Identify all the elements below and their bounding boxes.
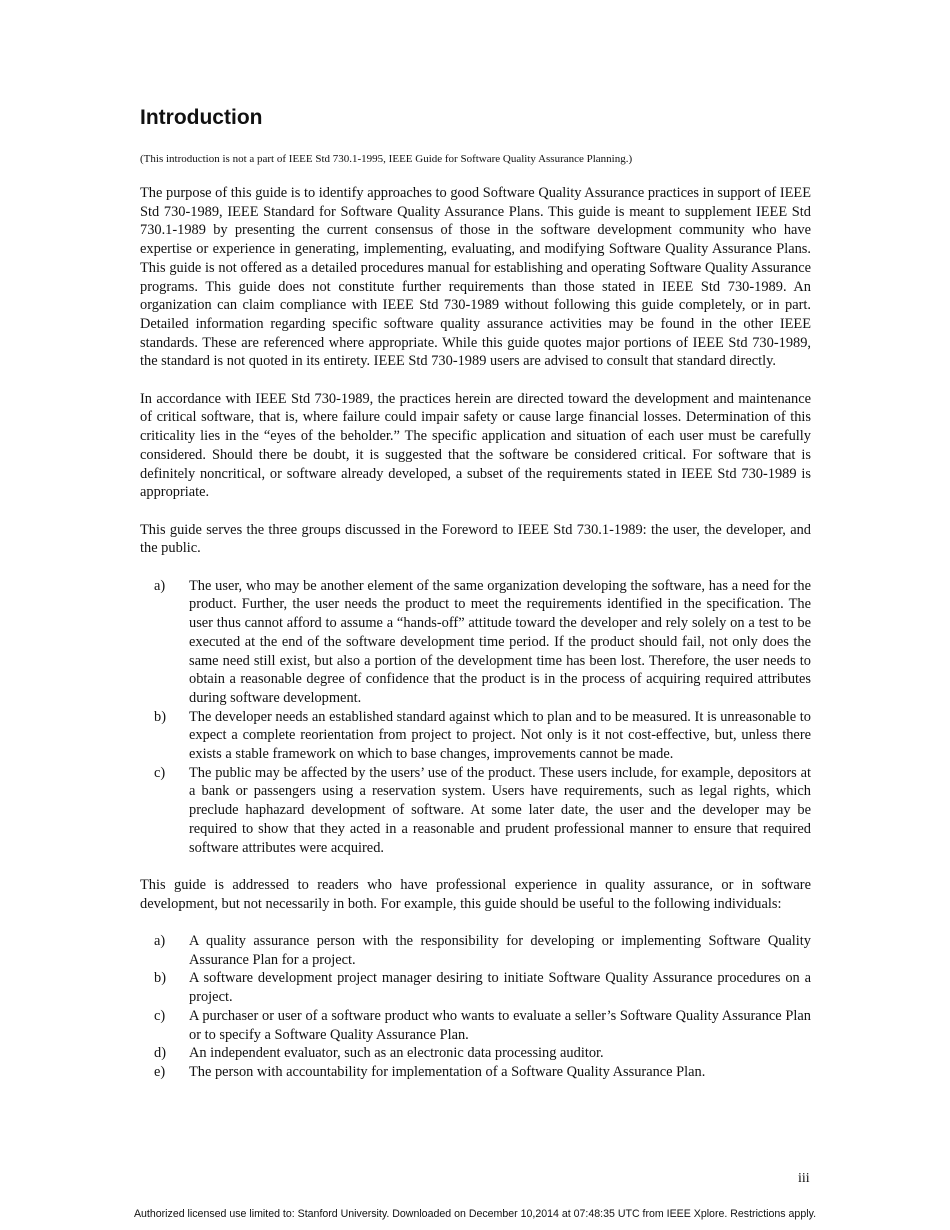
list-marker: b) <box>154 970 166 987</box>
list-marker: a) <box>154 577 166 594</box>
list-item <box>140 577 811 708</box>
list-item <box>140 764 811 858</box>
list-item-text: The public may be affected by the users’ use of the product. These users include, for example, depositors at a bank or passengers using a reservation system. Users have requirements, such as legal rights, which preclude haphazard development of software. At some later date, the user and the developer may be required to show that they acted in a reasonable and prudent professional manner to ensure that required software attributes were acquired. <box>189 764 811 856</box>
list-item-text: A quality assurance person with the responsibility for developing or implementing Software Quality Assurance Plan for a project. <box>189 933 811 968</box>
list-item <box>140 708 811 764</box>
list-item-text: An independent evaluator, such as an electronic data processing auditor. <box>189 1045 604 1062</box>
list-marker: a) <box>154 933 166 950</box>
page-title: Introduction <box>140 106 263 129</box>
page-number: iii <box>798 1171 810 1186</box>
groups-list <box>140 577 811 858</box>
list-item-text: The developer needs an established standard against which to plan and to be measured. It is unreasonable to expect a complete reorientation from project to project. Not only is it not cost-effective, but, unless there exists a stable framework on which to base changes, improvements cannot be made. <box>189 708 811 763</box>
list-marker: c) <box>154 1007 166 1024</box>
body-text <box>140 184 811 1100</box>
list-item-text: The user, who may be another element of the same organization developing the software, has a need for the product. Further, the user needs the product to meet the requirements identified in the specification. The user thus cannot afford to assume a “hands-off” attitude toward the developer and rely solely on a test to be executed at the end of the software development time period. If the product should fail, not only does the same need still exist, but also a portion of the development time has been lost. Therefore, the user needs to obtain a reasonable degree of confidence that the product is in the process of acquiring required attributes during software development. <box>189 577 811 706</box>
list-marker: d) <box>154 1045 166 1062</box>
list-marker: c) <box>154 764 166 781</box>
list-marker: e) <box>154 1063 166 1080</box>
readers-list <box>140 932 811 1082</box>
introduction-note: (This introduction is not a part of IEEE Std 730.1-1995, IEEE Guide for Software Quality Assurance Planning.) <box>140 153 633 165</box>
list-item <box>140 932 811 969</box>
list-item <box>140 1007 811 1044</box>
list-item-text: The person with accountability for implementation of a Software Quality Assurance Plan. <box>189 1063 706 1080</box>
list-item <box>140 1063 811 1082</box>
paragraph-criticality: In accordance with IEEE Std 730-1989, the practices herein are directed toward the development and maintenance of critical software, that is, where failure could impair safety or cause large financial losses. Determination of this criticality lies in the “eyes of the beholder.” The specific application and situation of each user must be carefully considered. Should there be doubt, it is suggested that the software be considered critical. For software that is definitely noncritical, or software already developed, a subset of the requirements stated in IEEE Std 730-1989 is appropriate. <box>140 390 811 501</box>
list-marker: b) <box>154 708 166 725</box>
list-item-text: A software development project manager desiring to initiate Software Quality Assurance procedures on a project. <box>189 970 811 1006</box>
list-item-text: A purchaser or user of a software product who wants to evaluate a seller’s Software Quality Assurance Plan or to specify a Software Quality Assurance Plan. <box>189 1007 811 1043</box>
list-item <box>140 969 811 1006</box>
list-item <box>140 1044 811 1063</box>
paragraph-groups-intro: This guide serves the three groups discussed in the Foreword to IEEE Std 730.1-1989: the user, the developer, and the public. <box>140 521 811 557</box>
license-footer: Authorized licensed use limited to: Stanford University. Downloaded on December 10,2014 at 07:48:35 UTC from IEEE Xplore. Restrictions apply. <box>133 1208 817 1220</box>
paragraph-readers-intro: This guide is addressed to readers who have professional experience in quality assurance, or in software development, but not necessarily in both. For example, this guide should be useful to the following individuals: <box>140 876 811 912</box>
paragraph-purpose: The purpose of this guide is to identify approaches to good Software Quality Assurance practices in support of IEEE Std 730-1989, IEEE Standard for Software Quality Assurance Plans. This guide is meant to supplement IEEE Std 730.1-1989 by presenting the current consensus of those in the software development community who have expertise or experience in generating, implementing, evaluating, and modifying Software Quality Assurance Plans. This guide is not offered as a detailed procedures manual for establishing and operating Software Quality Assurance programs. This guide does not constitute further requirements than those stated in IEEE Std 730-1989. An organization can claim compliance with IEEE Std 730-1989 without following this guide completely, or in part. Detailed information regarding specific software quality assurance activities may be found in the other IEEE standards. These are referenced where appropriate. While this guide quotes major portions of IEEE Std 730-1989, the standard is not quoted in its entirety. IEEE Std 730-1989 users are advised to consult that standard directly. <box>140 185 811 370</box>
